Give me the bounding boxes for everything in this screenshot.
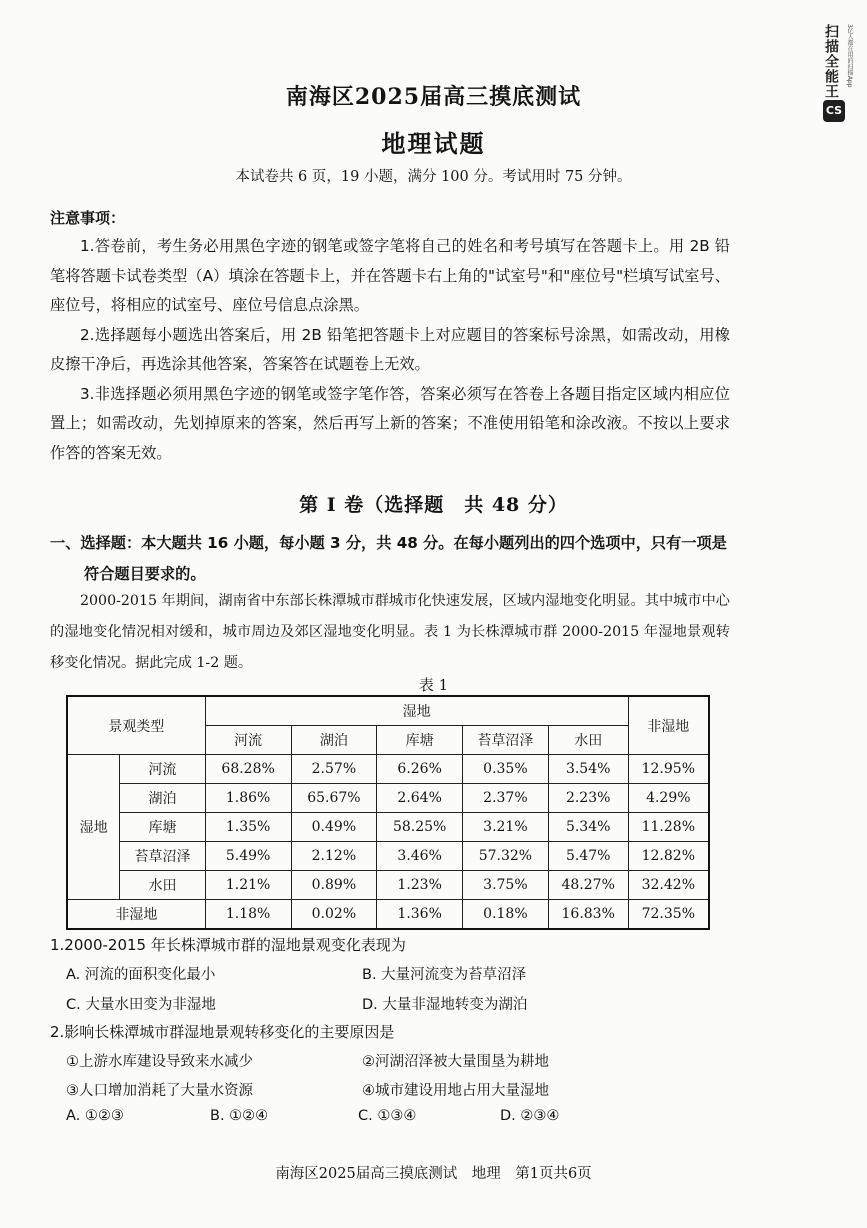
question-2-stem: 2.影响长株潭城市群湿地景观转移变化的主要原因是 [50,1023,395,1041]
table-row [67,813,709,842]
wetland-transfer-table [66,695,710,930]
table-corner: 景观类型 [67,696,205,755]
column-header: 水田 [548,726,628,755]
header-wetland-group: 湿地 [205,696,628,726]
table-cell: 12.82% [628,842,709,871]
table-cell: 11.28% [628,813,709,842]
table-cell: 1.35% [205,813,291,842]
table-cell: 0.35% [463,755,549,784]
table-cell: 2.23% [548,784,628,813]
scanner-watermark [821,10,861,130]
table-cell: 72.35% [628,900,709,930]
row-label: 水田 [120,871,206,900]
note-item: 3.非选择题必须用黑色字迹的钢笔或签字笔作答，答案必须写在答卷上各题目指定区域内相应位置上；如需改动，先划掉原来的答案，然后再写上新的答案；不准使用铅笔和涂改液。不按以上要求作答的答案无效。 [50,384,730,462]
table-cell: 0.49% [291,813,377,842]
notes-list [50,232,730,468]
table-row [67,784,709,813]
table-cell: 1.18% [205,900,291,930]
subject-title: 地理试题 [381,129,486,158]
q1-option-b: B. 大量河流变为苔草沼泽 [362,967,527,983]
part1-line2: 符合题目要求的。 [84,565,206,583]
table-cell: 16.83% [548,900,628,930]
table-cell: 68.28% [205,755,291,784]
column-header: 库塘 [377,726,463,755]
section-title: 第 I 卷（选择题 共 48 分） [299,494,568,516]
table-row [67,755,709,784]
part1-instructions [50,528,740,590]
table-cell: 3.75% [463,871,549,900]
table-cell: 4.29% [628,784,709,813]
watermark-subtitle: 3亿人都在用的扫描App [846,24,853,88]
q1-option-c: C. 大量水田变为非湿地 [66,997,216,1013]
table-cell: 3.54% [548,755,628,784]
notes-heading: 注意事项： [50,209,126,227]
header-non-wetland: 非湿地 [628,696,709,755]
column-header: 苔草沼泽 [463,726,549,755]
q2-statement-2: ②河湖沼泽被大量围垦为耕地 [362,1054,549,1070]
row-group-label: 湿地 [67,755,120,900]
table-cell: 6.26% [377,755,463,784]
column-header: 河流 [205,726,291,755]
table-cell: 3.46% [377,842,463,871]
page-footer: 南海区2025届高三摸底测试 地理 第1页共6页 [275,1166,592,1182]
table-cell: 58.25% [377,813,463,842]
table-cell: 2.37% [463,784,549,813]
table-cell: 5.49% [205,842,291,871]
table-row [67,900,709,930]
row-label: 河流 [120,755,206,784]
column-header: 湖泊 [291,726,377,755]
q2-statement-3: ③人口增加消耗了大量水资源 [66,1083,253,1099]
q2-option-b: B. ①②④ [210,1108,269,1124]
table-cell: 1.86% [205,784,291,813]
q1-option-a: A. 河流的面积变化最小 [66,967,216,983]
table-cell: 2.12% [291,842,377,871]
table-cell: 1.23% [377,871,463,900]
row-label: 湖泊 [120,784,206,813]
question-1-stem: 1.2000-2015 年长株潭城市群的湿地景观变化表现为 [50,936,406,954]
table-cell: 2.64% [377,784,463,813]
table-cell: 1.36% [377,900,463,930]
table-cell: 3.21% [463,813,549,842]
table-cell: 5.47% [548,842,628,871]
table-cell: 0.02% [291,900,377,930]
watermark-title: 扫描全能王 [823,24,839,99]
q2-option-a: A. ①②③ [66,1108,124,1124]
table-caption: 表 1 [418,676,449,694]
table-cell: 12.95% [628,755,709,784]
note-item: 1.答卷前，考生务必用黑色字迹的钢笔或签字笔将自己的姓名和考号填写在答题卡上。用 2B 铅笔将答题卡试卷类型（A）填涂在答题卡上，并在答题卡右上角的"试室号"和"座位号"栏填写试室号、座位号，将相应的试室号、座位号信息点涂黑。 [50,237,730,314]
row-label: 库塘 [120,813,206,842]
q2-option-c: C. ①③④ [358,1108,417,1124]
q1-option-d: D. 大量非湿地转变为湖泊 [362,997,528,1013]
table-cell: 1.21% [205,871,291,900]
table-row [67,842,709,871]
intro-text: 2000-2015 年期间，湖南省中东部长株潭城市群城市化快速发展，区域内湿地变化明显。其中城市中心的湿地变化情况相对缓和，城市周边及郊区湿地变化明显。表 1 为长株潭城市群 2000-2015 年湿地景观转移变化情况。据此完成 1-2 题。 [50,593,730,671]
row-label: 苔草沼泽 [120,842,206,871]
table-cell: 0.18% [463,900,549,930]
table-cell: 57.32% [463,842,549,871]
camscanner-logo-icon: CS [823,100,845,122]
note-item: 2.选择题每小题选出答案后，用 2B 铅笔把答题卡上对应题目的答案标号涂黑，如需改动，用橡皮擦干净后，再选涂其他答案，答案答在试题卷上无效。 [50,325,730,373]
exam-info: 本试卷共 6 页，19 小题，满分 100 分。考试用时 75 分钟。 [235,169,632,185]
exam-title: 南海区2025届高三摸底测试 [285,84,582,110]
q2-statement-4: ④城市建设用地占用大量湿地 [362,1083,549,1099]
material-intro [50,586,730,679]
row-label: 非湿地 [67,900,205,930]
table-row [67,871,709,900]
table-cell: 5.34% [548,813,628,842]
table-cell: 2.57% [291,755,377,784]
table-cell: 32.42% [628,871,709,900]
q2-option-d: D. ②③④ [500,1108,560,1124]
table-cell: 0.89% [291,871,377,900]
table-cell: 65.67% [291,784,377,813]
table-cell: 48.27% [548,871,628,900]
q2-statement-1: ①上游水库建设导致来水减少 [66,1054,253,1070]
part1-line1: 一、选择题：本大题共 16 小题，每小题 3 分，共 48 分。在每小题列出的四个选项中，只有一项是 [50,534,727,552]
